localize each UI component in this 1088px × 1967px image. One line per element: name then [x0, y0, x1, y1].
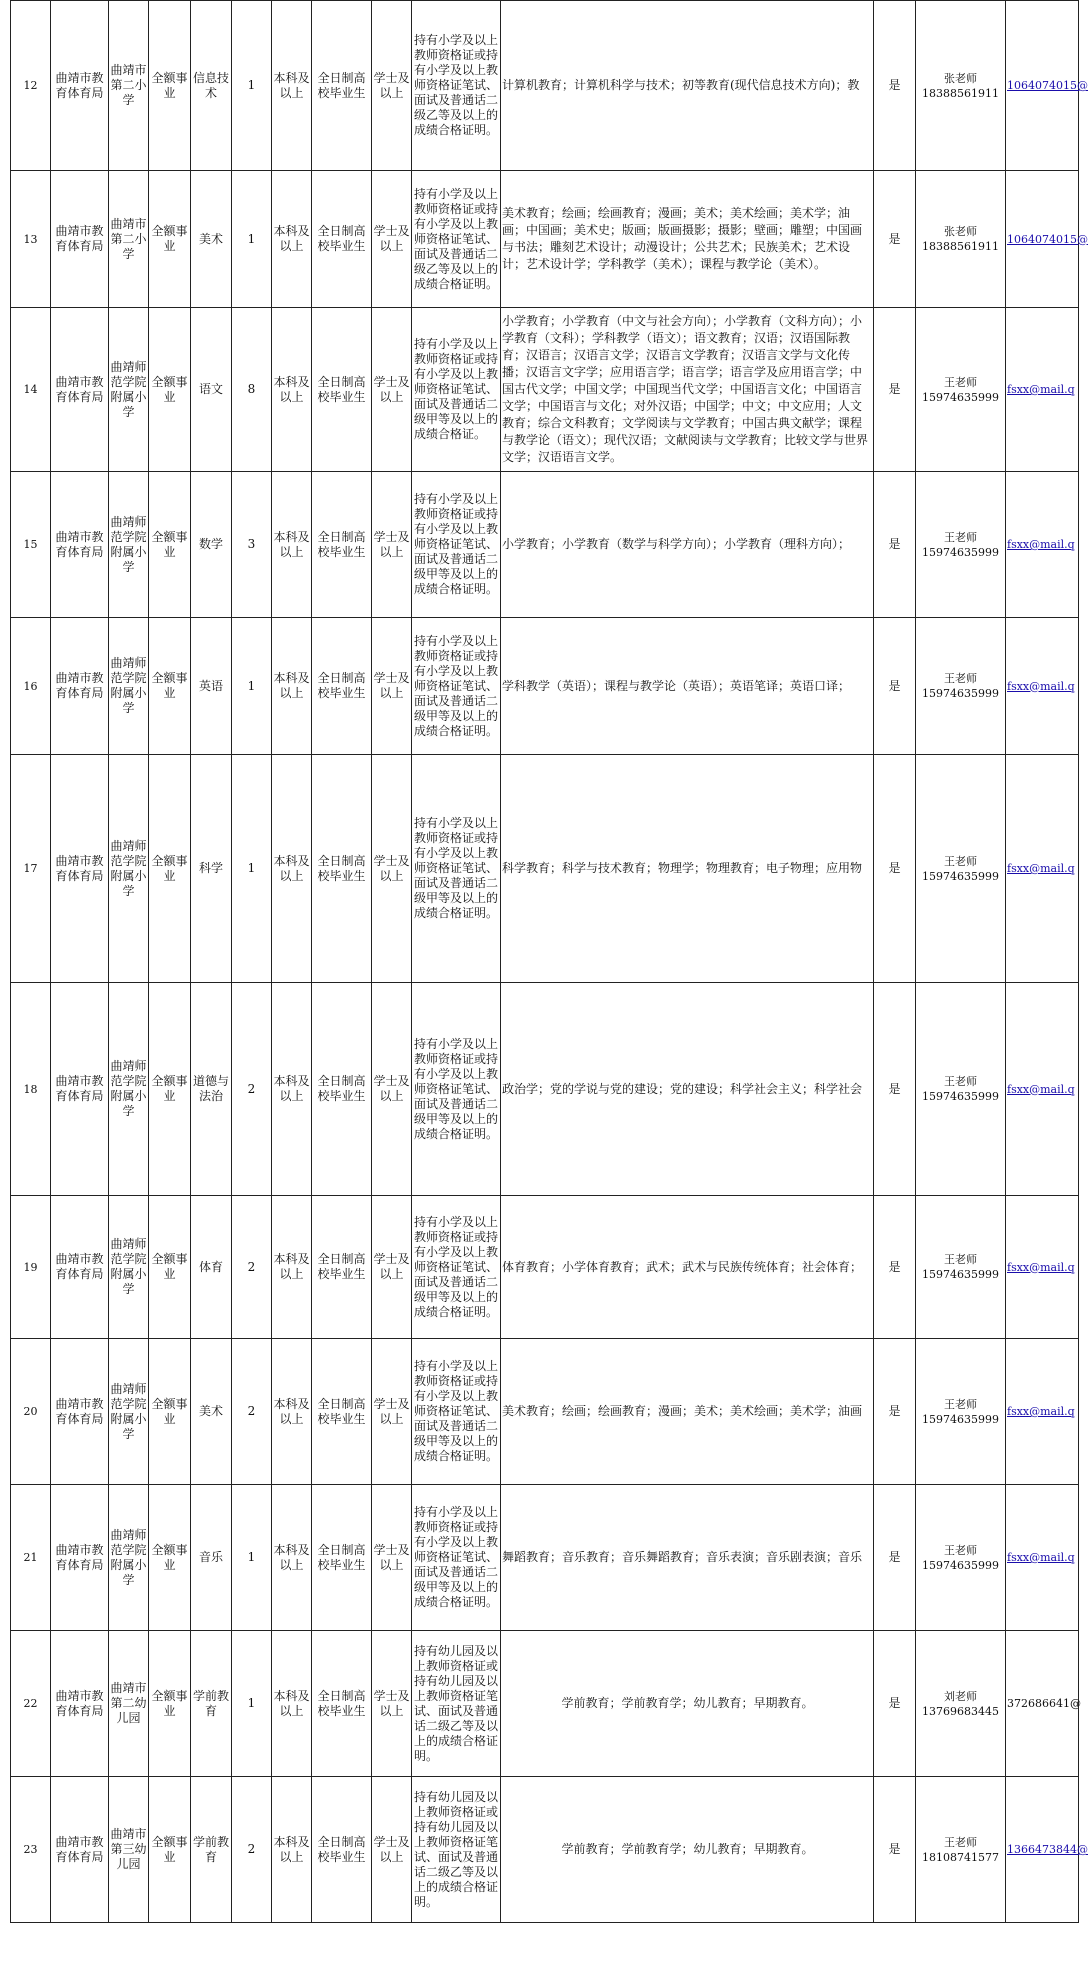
contact-phone: 15974635999	[922, 1090, 999, 1103]
unit-type-cell: 全额事业	[149, 1631, 191, 1777]
unit-name-cell: 曲靖市第二小学	[109, 171, 149, 308]
education-requirement-cell: 本科及以上	[272, 983, 312, 1196]
unit-type-cell: 全额事业	[149, 755, 191, 983]
post-name-cell: 体育	[191, 1196, 232, 1339]
department-cell: 曲靖市教育体育局	[51, 1196, 109, 1339]
contact-phone: 15974635999	[922, 869, 999, 883]
certificate-requirement-cell: 持有小学及以上教师资格证或持有小学及以上教师资格证笔试、面试及普通话二级甲等及以上的成绩合格证明。	[412, 983, 501, 1196]
major-requirement-cell: 学前教育；学前教育学；幼儿教育；早期教育。	[501, 1631, 874, 1777]
contact-name: 王老师	[944, 530, 977, 544]
post-name-cell: 美术	[191, 1339, 232, 1485]
post-name-cell: 美术	[191, 171, 232, 308]
candidate-type-cell: 全日制高校毕业生	[312, 308, 372, 472]
normal-major-flag-cell: 是	[874, 171, 916, 308]
major-requirement-cell: 小学教育；小学教育（中文与社会方向）；小学教育（文科方向）；小学教育（文科）；学科教学（语文）；语文教育；汉语；汉语国际教育；汉语言；汉语言文学；汉语言文学教育；汉语言文学与文化传播；汉语言文字学；应用语言学；语言学；语言学及应用语言学；中国古代文学；中国文学；中国现当代文学；中国语言文化；中国语言文学；中国语言与文化；对外汉语；中国学；中文；中文应用；人文教育；综合文科教育；文学阅读与文学教育；中国古典文献学；课程与教学论（语文）；现代汉语；文献阅读与文学教育；比较文学与世界文学；汉语语言文学。	[501, 308, 874, 472]
post-name-cell: 学前教育	[191, 1777, 232, 1923]
contact-phone: 18388561911	[922, 86, 999, 100]
contact-name: 王老师	[944, 1075, 977, 1088]
email-cell	[1006, 1196, 1079, 1339]
row-index-cell: 15	[11, 472, 51, 618]
hiring-count-cell: 3	[232, 472, 272, 618]
contact-name: 王老师	[944, 1835, 977, 1849]
major-requirement-cell: 政治学；党的学说与党的建设；党的建设；科学社会主义；科学社会	[501, 983, 874, 1196]
education-requirement-cell: 本科及以上	[272, 1196, 312, 1339]
email-text: 372686641@	[1007, 1697, 1081, 1710]
table-row	[11, 1777, 1079, 1923]
candidate-type-cell: 全日制高校毕业生	[312, 1485, 372, 1631]
post-name-cell: 语文	[191, 308, 232, 472]
hiring-count-cell: 1	[232, 171, 272, 308]
contact-phone: 15974635999	[922, 1412, 999, 1426]
email-cell	[1006, 755, 1079, 983]
contact-cell	[916, 983, 1006, 1196]
post-name-cell: 英语	[191, 618, 232, 755]
degree-requirement-cell: 学士及以上	[372, 308, 412, 472]
row-index-cell: 19	[11, 1196, 51, 1339]
certificate-requirement-cell: 持有小学及以上教师资格证或持有小学及以上教师资格证笔试、面试及普通话二级甲等及以上的成绩合格证明。	[412, 1196, 501, 1339]
contact-name: 王老师	[944, 1253, 977, 1266]
unit-name-cell: 曲靖师范学院附属小学	[109, 983, 149, 1196]
table-row	[11, 1631, 1079, 1777]
table-row	[11, 1196, 1079, 1339]
table-row	[11, 308, 1079, 472]
education-requirement-cell: 本科及以上	[272, 308, 312, 472]
candidate-type-cell: 全日制高校毕业生	[312, 983, 372, 1196]
email-cell	[1006, 171, 1088, 308]
normal-major-flag-cell: 是	[874, 1485, 916, 1631]
education-requirement-cell: 本科及以上	[272, 618, 312, 755]
candidate-type-cell: 全日制高校毕业生	[312, 1196, 372, 1339]
email-cell	[1006, 1339, 1079, 1485]
certificate-requirement-cell: 持有幼儿园及以上教师资格证或持有幼儿园及以上教师资格证笔试、面试及普通话二级乙等及以上的成绩合格证明。	[412, 1631, 501, 1777]
candidate-type-cell: 全日制高校毕业生	[312, 1631, 372, 1777]
education-requirement-cell: 本科及以上	[272, 472, 312, 618]
normal-major-flag-cell: 是	[874, 1196, 916, 1339]
email-link[interactable]: fsxx@mail.q	[1007, 1260, 1075, 1274]
contact-phone: 13769683445	[922, 1704, 999, 1718]
table-row	[11, 472, 1079, 618]
row-index-cell: 21	[11, 1485, 51, 1631]
row-index-cell: 16	[11, 618, 51, 755]
unit-type-cell: 全额事业	[149, 983, 191, 1196]
degree-requirement-cell: 学士及以上	[372, 1196, 412, 1339]
unit-name-cell: 曲靖市第二小学	[109, 1, 149, 171]
unit-name-cell: 曲靖师范学院附属小学	[109, 1339, 149, 1485]
contact-cell	[916, 1777, 1006, 1923]
row-index-cell: 20	[11, 1339, 51, 1485]
email-link[interactable]: fsxx@mail.q	[1007, 538, 1075, 551]
contact-name: 王老师	[944, 1397, 977, 1411]
major-requirement-cell: 体育教育；小学体育教育；武术；武术与民族传统体育；社会体育；	[501, 1196, 874, 1339]
major-requirement-cell: 美术教育；绘画；绘画教育；漫画；美术；美术绘画；美术学；油画；中国画；美术史；版画；版画摄影；摄影；壁画；雕塑；中国画与书法；雕刻艺术设计；动漫设计；公共艺术；民族美术；艺术设计；艺术设计学；学科教学（美术）；课程与教学论（美术）。	[501, 171, 874, 308]
unit-name-cell: 曲靖师范学院附属小学	[109, 1196, 149, 1339]
certificate-requirement-cell: 持有小学及以上教师资格证或持有小学及以上教师资格证笔试、面试及普通话二级甲等及以上的成绩合格证明。	[412, 755, 501, 983]
row-index-cell: 22	[11, 1631, 51, 1777]
department-cell: 曲靖市教育体育局	[51, 1631, 109, 1777]
email-link[interactable]: 1064074015@	[1007, 232, 1088, 246]
degree-requirement-cell: 学士及以上	[372, 1631, 412, 1777]
department-cell: 曲靖市教育体育局	[51, 308, 109, 472]
contact-cell	[916, 1, 1006, 171]
normal-major-flag-cell: 是	[874, 983, 916, 1196]
email-link[interactable]: 1366473844@	[1007, 1843, 1088, 1856]
unit-name-cell: 曲靖师范学院附属小学	[109, 308, 149, 472]
email-link[interactable]: fsxx@mail.q	[1007, 383, 1075, 396]
certificate-requirement-cell: 持有小学及以上教师资格证或持有小学及以上教师资格证笔试、面试及普通话二级甲等及以上的成绩合格证明。	[412, 472, 501, 618]
unit-type-cell: 全额事业	[149, 1, 191, 171]
hiring-count-cell: 1	[232, 1485, 272, 1631]
candidate-type-cell: 全日制高校毕业生	[312, 1, 372, 171]
email-link[interactable]: fsxx@mail.q	[1007, 862, 1075, 875]
degree-requirement-cell: 学士及以上	[372, 472, 412, 618]
recruitment-table	[10, 0, 1088, 1923]
post-name-cell: 道德与法治	[191, 983, 232, 1196]
contact-name: 王老师	[944, 854, 977, 868]
contact-phone: 15974635999	[922, 687, 999, 700]
row-index-cell: 14	[11, 308, 51, 472]
certificate-requirement-cell: 持有幼儿园及以上教师资格证或持有幼儿园及以上教师资格证笔试、面试及普通话二级乙等及以上的成绩合格证明。	[412, 1777, 501, 1923]
department-cell: 曲靖市教育体育局	[51, 618, 109, 755]
contact-name: 王老师	[944, 375, 977, 389]
hiring-count-cell: 1	[232, 1631, 272, 1777]
hiring-count-cell: 2	[232, 1777, 272, 1923]
candidate-type-cell: 全日制高校毕业生	[312, 1339, 372, 1485]
email-cell	[1006, 1777, 1088, 1923]
email-link[interactable]: fsxx@mail.q	[1007, 1405, 1075, 1418]
row-index-cell: 23	[11, 1777, 51, 1923]
unit-name-cell: 曲靖市第二幼儿园	[109, 1631, 149, 1777]
degree-requirement-cell: 学士及以上	[372, 618, 412, 755]
contact-name: 王老师	[944, 672, 977, 685]
major-requirement-cell: 学前教育；学前教育学；幼儿教育；早期教育。	[501, 1777, 874, 1923]
hiring-count-cell: 2	[232, 983, 272, 1196]
major-requirement-cell: 舞蹈教育；音乐教育；音乐舞蹈教育；音乐表演；音乐剧表演；音乐	[501, 1485, 874, 1631]
row-index-cell: 13	[11, 171, 51, 308]
major-requirement-cell: 美术教育；绘画；绘画教育；漫画；美术；美术绘画；美术学；油画	[501, 1339, 874, 1485]
post-name-cell: 数学	[191, 472, 232, 618]
normal-major-flag-cell: 是	[874, 618, 916, 755]
contact-name: 张老师	[944, 71, 977, 85]
email-link[interactable]: fsxx@mail.q	[1007, 1551, 1075, 1564]
education-requirement-cell: 本科及以上	[272, 1777, 312, 1923]
unit-type-cell: 全额事业	[149, 472, 191, 618]
major-requirement-cell: 小学教育；小学教育（数学与科学方向）；小学教育（理科方向）；	[501, 472, 874, 618]
contact-cell	[916, 171, 1006, 308]
degree-requirement-cell: 学士及以上	[372, 1777, 412, 1923]
contact-cell	[916, 618, 1006, 755]
table-row	[11, 1, 1079, 171]
hiring-count-cell: 8	[232, 308, 272, 472]
normal-major-flag-cell: 是	[874, 472, 916, 618]
education-requirement-cell: 本科及以上	[272, 1339, 312, 1485]
degree-requirement-cell: 学士及以上	[372, 1339, 412, 1485]
contact-name: 王老师	[944, 1543, 977, 1557]
post-name-cell: 信息技术	[191, 1, 232, 171]
email-cell	[1006, 1, 1088, 171]
email-link[interactable]: fsxx@mail.q	[1007, 1082, 1075, 1096]
table-body	[11, 1, 1088, 1923]
table-row	[11, 1485, 1079, 1631]
contact-cell	[916, 1196, 1006, 1339]
education-requirement-cell: 本科及以上	[272, 171, 312, 308]
normal-major-flag-cell: 是	[874, 755, 916, 983]
contact-cell	[916, 1631, 1006, 1777]
contact-cell	[916, 1339, 1006, 1485]
degree-requirement-cell: 学士及以上	[372, 983, 412, 1196]
contact-name: 刘老师	[944, 1689, 977, 1703]
major-requirement-cell: 科学教育；科学与技术教育；物理学；物理教育；电子物理；应用物	[501, 755, 874, 983]
hiring-count-cell: 1	[232, 1, 272, 171]
row-index-cell: 18	[11, 983, 51, 1196]
degree-requirement-cell: 学士及以上	[372, 171, 412, 308]
email-cell	[1006, 983, 1079, 1196]
department-cell: 曲靖市教育体育局	[51, 472, 109, 618]
post-name-cell: 学前教育	[191, 1631, 232, 1777]
email-cell	[1006, 472, 1079, 618]
unit-type-cell: 全额事业	[149, 1777, 191, 1923]
unit-type-cell: 全额事业	[149, 1485, 191, 1631]
unit-name-cell: 曲靖师范学院附属小学	[109, 618, 149, 755]
degree-requirement-cell: 学士及以上	[372, 755, 412, 983]
contact-phone: 15974635999	[922, 390, 999, 404]
degree-requirement-cell: 学士及以上	[372, 1485, 412, 1631]
certificate-requirement-cell: 持有小学及以上教师资格证或持有小学及以上教师资格证笔试、面试及普通话二级乙等及以上的成绩合格证明。	[412, 1, 501, 171]
contact-phone: 15974635999	[922, 1268, 999, 1281]
contact-cell	[916, 308, 1006, 472]
normal-major-flag-cell: 是	[874, 308, 916, 472]
certificate-requirement-cell: 持有小学及以上教师资格证或持有小学及以上教师资格证笔试、面试及普通话二级甲等及以上的成绩合格证。	[412, 308, 501, 472]
certificate-requirement-cell: 持有小学及以上教师资格证或持有小学及以上教师资格证笔试、面试及普通话二级甲等及以上的成绩合格证明。	[412, 1485, 501, 1631]
department-cell: 曲靖市教育体育局	[51, 171, 109, 308]
certificate-requirement-cell: 持有小学及以上教师资格证或持有小学及以上教师资格证笔试、面试及普通话二级甲等及以上的成绩合格证明。	[412, 618, 501, 755]
certificate-requirement-cell: 持有小学及以上教师资格证或持有小学及以上教师资格证笔试、面试及普通话二级甲等及以上的成绩合格证明。	[412, 1339, 501, 1485]
contact-phone: 18388561911	[922, 240, 999, 253]
hiring-count-cell: 2	[232, 1196, 272, 1339]
contact-cell	[916, 1485, 1006, 1631]
major-requirement-cell: 计算机教育；计算机科学与技术；初等教育(现代信息技术方向)；教	[501, 1, 874, 171]
normal-major-flag-cell: 是	[874, 1777, 916, 1923]
unit-type-cell: 全额事业	[149, 1339, 191, 1485]
post-name-cell: 科学	[191, 755, 232, 983]
candidate-type-cell: 全日制高校毕业生	[312, 171, 372, 308]
contact-cell	[916, 472, 1006, 618]
department-cell: 曲靖市教育体育局	[51, 1777, 109, 1923]
normal-major-flag-cell: 是	[874, 1, 916, 171]
candidate-type-cell: 全日制高校毕业生	[312, 472, 372, 618]
hiring-count-cell: 1	[232, 755, 272, 983]
department-cell: 曲靖市教育体育局	[51, 1339, 109, 1485]
post-name-cell: 音乐	[191, 1485, 232, 1631]
email-cell	[1006, 308, 1079, 472]
department-cell: 曲靖市教育体育局	[51, 1, 109, 171]
email-cell	[1006, 1631, 1079, 1777]
table-row	[11, 755, 1079, 983]
unit-type-cell: 全额事业	[149, 1196, 191, 1339]
education-requirement-cell: 本科及以上	[272, 1485, 312, 1631]
table-row	[11, 618, 1079, 755]
candidate-type-cell: 全日制高校毕业生	[312, 618, 372, 755]
degree-requirement-cell: 学士及以上	[372, 1, 412, 171]
row-index-cell: 17	[11, 755, 51, 983]
contact-phone: 15974635999	[922, 1558, 999, 1572]
unit-type-cell: 全额事业	[149, 618, 191, 755]
contact-phone: 15974635999	[922, 545, 999, 559]
normal-major-flag-cell: 是	[874, 1631, 916, 1777]
unit-type-cell: 全额事业	[149, 308, 191, 472]
unit-name-cell: 曲靖师范学院附属小学	[109, 1485, 149, 1631]
hiring-count-cell: 2	[232, 1339, 272, 1485]
certificate-requirement-cell: 持有小学及以上教师资格证或持有小学及以上教师资格证笔试、面试及普通话二级乙等及以上的成绩合格证明。	[412, 171, 501, 308]
email-cell	[1006, 618, 1079, 755]
department-cell: 曲靖市教育体育局	[51, 983, 109, 1196]
table-row	[11, 171, 1079, 308]
table-row	[11, 1339, 1079, 1485]
unit-name-cell: 曲靖市第三幼儿园	[109, 1777, 149, 1923]
department-cell: 曲靖市教育体育局	[51, 755, 109, 983]
email-link[interactable]: fsxx@mail.q	[1007, 679, 1075, 693]
education-requirement-cell: 本科及以上	[272, 1, 312, 171]
email-cell	[1006, 1485, 1079, 1631]
unit-type-cell: 全额事业	[149, 171, 191, 308]
hiring-count-cell: 1	[232, 618, 272, 755]
contact-name: 张老师	[944, 225, 977, 238]
table-row	[11, 983, 1079, 1196]
major-requirement-cell: 学科教学（英语）；课程与教学论（英语）；英语笔译；英语口译；	[501, 618, 874, 755]
candidate-type-cell: 全日制高校毕业生	[312, 755, 372, 983]
email-link[interactable]: 1064074015@	[1007, 79, 1088, 92]
candidate-type-cell: 全日制高校毕业生	[312, 1777, 372, 1923]
unit-name-cell: 曲靖师范学院附属小学	[109, 472, 149, 618]
row-index-cell: 12	[11, 1, 51, 171]
department-cell: 曲靖市教育体育局	[51, 1485, 109, 1631]
contact-cell	[916, 755, 1006, 983]
contact-phone: 18108741577	[922, 1850, 999, 1864]
normal-major-flag-cell: 是	[874, 1339, 916, 1485]
education-requirement-cell: 本科及以上	[272, 1631, 312, 1777]
unit-name-cell: 曲靖师范学院附属小学	[109, 755, 149, 983]
education-requirement-cell: 本科及以上	[272, 755, 312, 983]
